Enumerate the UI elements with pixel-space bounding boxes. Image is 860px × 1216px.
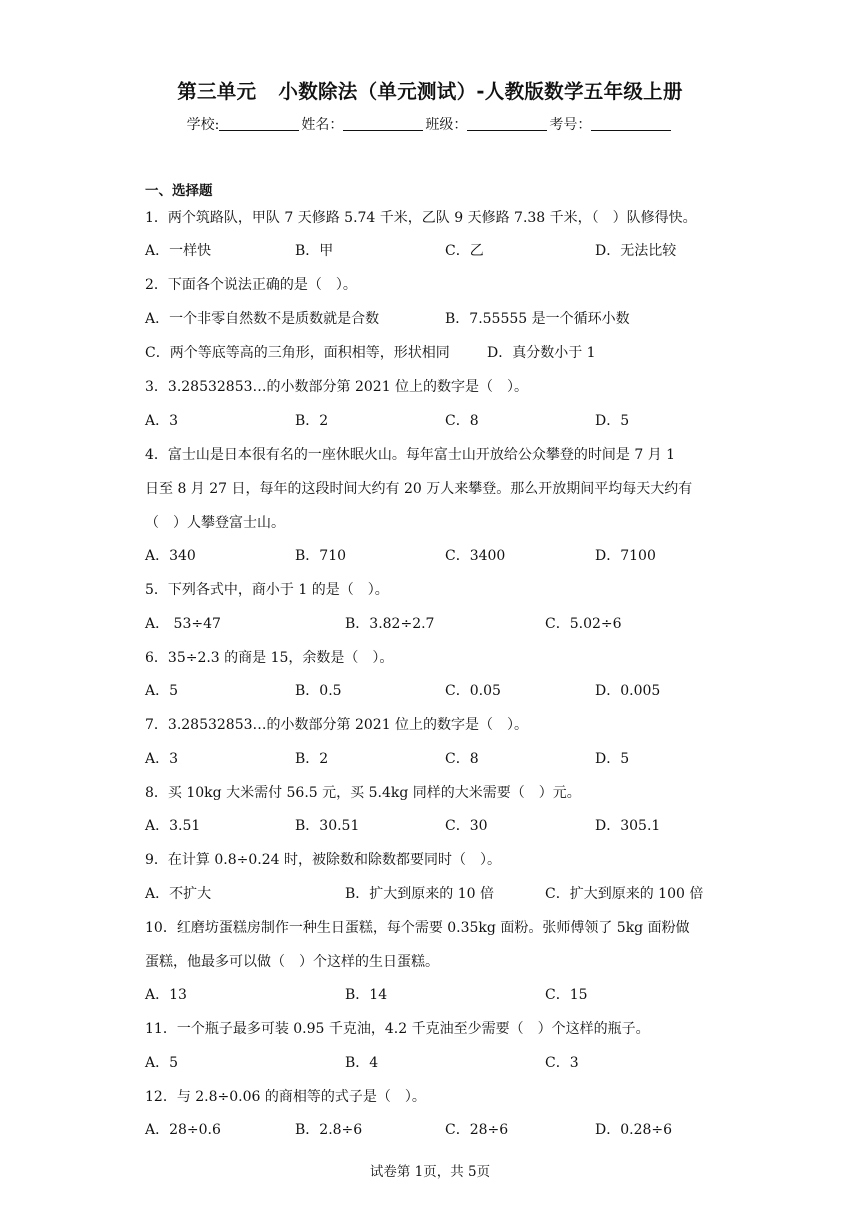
q2-option-c[interactable]: C．两个等底等高的三角形，面积相等，形状相同: [145, 345, 450, 361]
question-4-line-3: （ ）人攀登富士山。: [145, 515, 285, 531]
question-2: 2．下面各个说法正确的是（ ）。: [145, 277, 357, 293]
q9-option-a[interactable]: A．不扩大: [145, 886, 212, 902]
q7-option-b[interactable]: B．2: [295, 751, 329, 767]
exam-no-label: 考号：: [549, 117, 592, 133]
question-10-line-2: 蛋糕，他最多可以做（ ）个这样的生日蛋糕。: [145, 954, 439, 970]
question-11: 11．一个瓶子最多可装 0.95 千克油，4.2 千克油至少需要（ ）个这样的瓶子。: [145, 1021, 650, 1037]
question-8: 8．买 10kg 大米需付 56.5 元，买 5.4kg 同样的大米需要（ ）元。: [145, 785, 581, 801]
section-heading: 一、选择题: [145, 183, 213, 199]
q1-option-c[interactable]: C．乙: [445, 243, 484, 259]
q3-option-d[interactable]: D．5: [595, 413, 630, 429]
q12-option-a[interactable]: A．28÷0.6: [145, 1122, 221, 1138]
q1-option-d[interactable]: D．无法比较: [595, 243, 677, 259]
q3-option-a[interactable]: A．3: [145, 413, 179, 429]
question-4-line-1: 4．富士山是日本很有名的一座休眠火山。每年富士山开放给公众攀登的时间是 7 月 1: [145, 447, 676, 463]
q9-option-c[interactable]: C．扩大到原来的 100 倍: [545, 886, 704, 902]
q6-option-a[interactable]: A．5: [145, 683, 179, 699]
question-1: 1．两个筑路队，甲队 7 天修路 5.74 千米，乙队 9 天修路 7.38 千米，（ ）队修得快。: [145, 210, 697, 226]
q4-option-a[interactable]: A．340: [145, 548, 196, 564]
question-9: 9．在计算 0.8÷0.24 时，被除数和除数都要同时（ ）。: [145, 852, 501, 868]
question-3: 3．3.28532853…的小数部分第 2021 位上的数字是（ ）。: [145, 379, 529, 395]
name-blank[interactable]: [343, 116, 423, 131]
q2-option-d[interactable]: D．真分数小于 1: [487, 345, 596, 361]
q11-option-b[interactable]: B．4: [345, 1055, 379, 1071]
question-7: 7．3.28532853…的小数部分第 2021 位上的数字是（ ）。: [145, 717, 529, 733]
q6-option-d[interactable]: D．0.005: [595, 683, 661, 699]
q1-option-b[interactable]: B．甲: [295, 243, 334, 259]
q11-option-a[interactable]: A．5: [145, 1055, 179, 1071]
q7-option-c[interactable]: C．8: [445, 751, 479, 767]
question-4-line-2: 日至 8 月 27 日，每年的这段时间大约有 20 万人来攀登。那么开放期间平均每天大约有: [145, 481, 693, 497]
question-5: 5．下列各式中，商小于 1 的是（ ）。: [145, 582, 389, 598]
school-blank[interactable]: [219, 116, 299, 131]
q3-option-c[interactable]: C．8: [445, 413, 479, 429]
name-label: 姓名：: [301, 117, 344, 133]
q11-option-c[interactable]: C．3: [545, 1055, 579, 1071]
page-footer: 试卷第 1页，共 5页: [369, 1164, 491, 1180]
q12-option-d[interactable]: D．0.28÷6: [595, 1122, 673, 1138]
q10-option-c[interactable]: C．15: [545, 987, 588, 1003]
q7-option-a[interactable]: A．3: [145, 751, 179, 767]
q2-option-a[interactable]: A．一个非零自然数不是质数就是合数: [145, 311, 380, 327]
q9-option-b[interactable]: B．扩大到原来的 10 倍: [345, 886, 495, 902]
q8-option-a[interactable]: A．3.51: [145, 818, 201, 834]
q10-option-b[interactable]: B．14: [345, 987, 388, 1003]
q2-option-b[interactable]: B．7.55555 是一个循环小数: [445, 311, 630, 327]
q12-option-b[interactable]: B．2.8÷6: [295, 1122, 363, 1138]
exam-no-blank[interactable]: [591, 116, 671, 131]
q6-option-b[interactable]: B．0.5: [295, 683, 342, 699]
q4-option-c[interactable]: C．3400: [445, 548, 506, 564]
q4-option-d[interactable]: D．7100: [595, 548, 656, 564]
question-10-line-1: 10．红磨坊蛋糕房制作一种生日蛋糕，每个需要 0.35kg 面粉。张师傅领了 5kg 面粉做: [145, 920, 690, 936]
class-label: 班级：: [425, 117, 468, 133]
q7-option-d[interactable]: D．5: [595, 751, 630, 767]
question-6: 6．35÷2.3 的商是 15，余数是（ ）。: [145, 650, 394, 666]
title-unit: 第三单元: [177, 80, 257, 103]
title-subject: 小数除法（单元测试）-人教版数学五年级上册: [278, 80, 683, 103]
q1-option-a[interactable]: A．一样快: [145, 243, 212, 259]
q8-option-d[interactable]: D．305.1: [595, 818, 661, 834]
page-title: [0, 76, 860, 104]
q5-option-a[interactable]: A． 53÷47: [145, 616, 221, 632]
q5-option-b[interactable]: B．3.82÷2.7: [345, 616, 435, 632]
question-12: 12．与 2.8÷0.06 的商相等的式子是（ ）。: [145, 1089, 426, 1105]
q8-option-b[interactable]: B．30.51: [295, 818, 360, 834]
q8-option-c[interactable]: C．30: [445, 818, 488, 834]
school-label: 学校:: [186, 117, 220, 133]
q3-option-b[interactable]: B．2: [295, 413, 329, 429]
q12-option-c[interactable]: C．28÷6: [445, 1122, 509, 1138]
q10-option-a[interactable]: A．13: [145, 987, 187, 1003]
q5-option-c[interactable]: C．5.02÷6: [545, 616, 622, 632]
student-info: [0, 114, 860, 134]
q6-option-c[interactable]: C．0.05: [445, 683, 501, 699]
q4-option-b[interactable]: B．710: [295, 548, 347, 564]
class-blank[interactable]: [467, 116, 547, 131]
